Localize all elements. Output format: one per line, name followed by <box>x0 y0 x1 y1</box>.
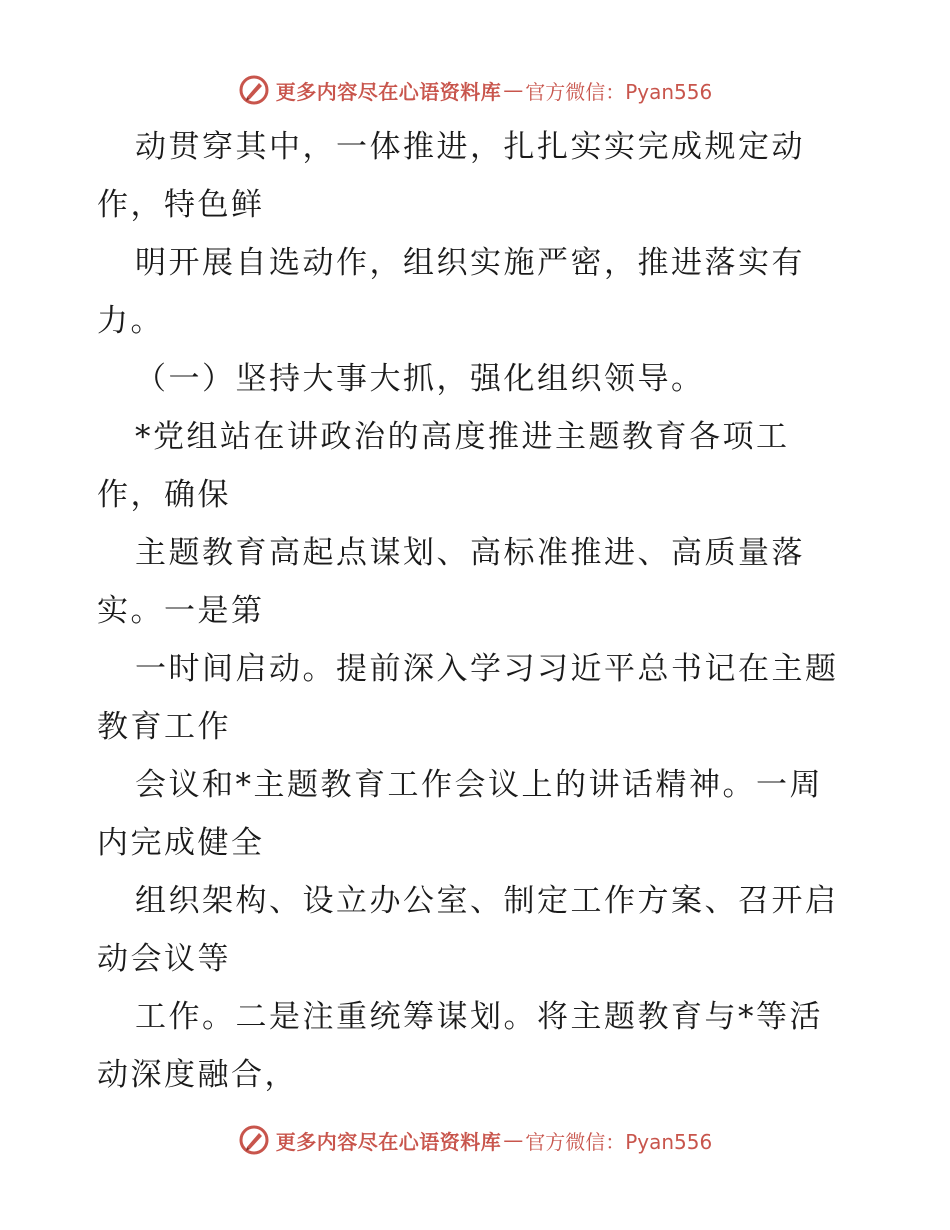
text-line: 明开展自选动作，组织实施严密，推进落实有 <box>135 245 805 281</box>
text-line: 一时间启动。提前深入学习习近平总书记在主题 <box>135 651 839 687</box>
text-line: 会议和*主题教育工作会议上的讲话精神。一周 <box>135 767 823 803</box>
pen-circle-icon <box>238 74 270 106</box>
text-line: 实。一是第 <box>97 593 265 629</box>
section-heading: （一）坚持大事大抓，强化组织领导。 <box>135 361 705 397</box>
text-line: 内完成健全 <box>97 825 265 861</box>
text-line: 力。 <box>97 303 164 339</box>
pen-circle-icon <box>238 1124 270 1156</box>
watermark-contact: 官方微信：Pyan556 <box>525 79 713 104</box>
text-line: 动会议等 <box>97 941 231 977</box>
text-line: 作，确保 <box>97 477 231 513</box>
watermark-site-text: 更多内容尽在心语资料库 <box>275 1129 502 1154</box>
watermark-contact: 官方微信：Pyan556 <box>525 1129 713 1154</box>
watermark-dash: — <box>503 1128 524 1152</box>
text-line: 工作。二是注重统筹谋划。将主题教育与*等活 <box>135 999 823 1035</box>
text-line: 组织架构、设立办公室、制定工作方案、召开启 <box>135 883 839 919</box>
watermark-site-text: 更多内容尽在心语资料库 <box>275 79 502 104</box>
footer-watermark <box>0 1120 950 1160</box>
text-line: 动深度融合， <box>97 1057 298 1093</box>
text-line: 作，特色鲜 <box>97 187 265 223</box>
document-body <box>97 118 867 1104</box>
header-watermark <box>0 70 950 110</box>
watermark-dash: — <box>503 78 524 102</box>
text-line: *党组站在讲政治的高度推进主题教育各项工 <box>135 419 790 455</box>
text-line: 教育工作 <box>97 709 231 745</box>
text-line: 动贯穿其中，一体推进，扎扎实实完成规定动 <box>135 129 805 165</box>
text-line: 主题教育高起点谋划、高标准推进、高质量落 <box>135 535 805 571</box>
